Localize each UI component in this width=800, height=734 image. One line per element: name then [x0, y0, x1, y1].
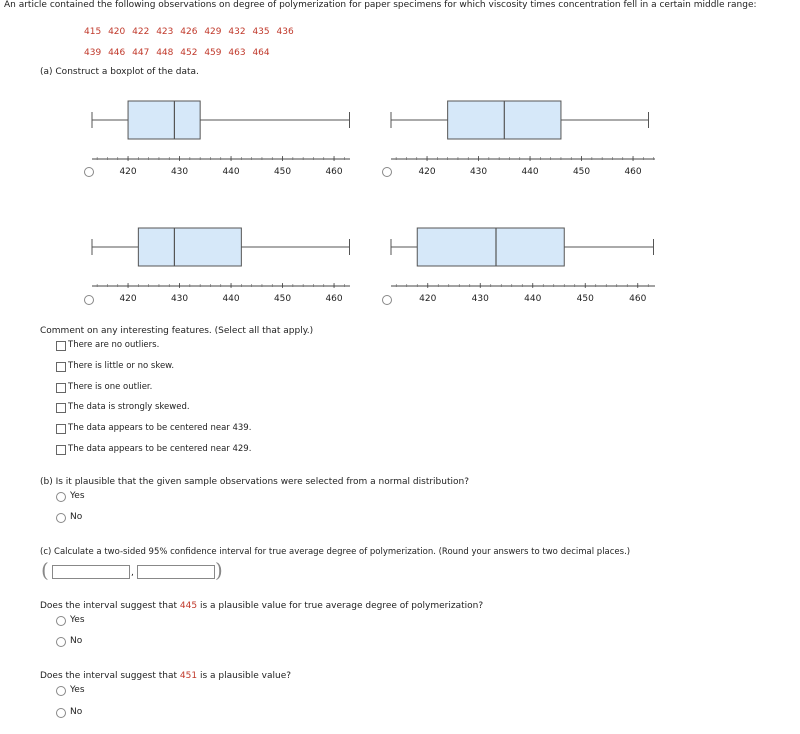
axis-tick-label: 430: [469, 167, 488, 177]
axis-tick-label: 440: [524, 294, 542, 304]
data-value: 420: [108, 27, 126, 37]
q451-post: is a plausible value?: [199, 671, 292, 681]
data-value: 432: [228, 27, 246, 37]
axis-tick-label: 430: [170, 167, 189, 177]
axis-tick-label: 460: [624, 167, 642, 177]
data-value: 435: [252, 27, 270, 37]
data-value: 463: [228, 48, 246, 58]
axis-tick-label: 420: [418, 167, 436, 177]
checkbox-centered-439[interactable]: [56, 424, 66, 434]
boxplot-option-3-radio[interactable]: [84, 295, 94, 305]
q445-no-label: No: [70, 636, 83, 646]
q451-yes-radio[interactable]: [56, 686, 66, 696]
checkbox-strongly-skewed[interactable]: [56, 403, 66, 413]
data-value: 439: [84, 48, 102, 58]
option-label: There is one outlier.: [68, 382, 153, 392]
checkbox-centered-429[interactable]: [56, 445, 66, 455]
axis-tick-label: 450: [572, 167, 591, 177]
axis-tick-label: 450: [576, 294, 594, 304]
q445-no-radio[interactable]: [56, 637, 66, 647]
comment-prompt: Comment on any interesting features. (Select all that apply.): [40, 326, 314, 336]
data-value: 429: [204, 27, 222, 37]
axis-tick-label: 460: [325, 294, 343, 304]
iqr-box: [128, 101, 200, 139]
checkbox-one-outlier[interactable]: [56, 383, 66, 393]
part-b-yes-radio[interactable]: [56, 492, 66, 502]
axis-tick-label: 420: [419, 294, 437, 304]
axis-tick-label: 420: [119, 294, 137, 304]
interval-comma: ,: [131, 568, 134, 578]
iqr-box: [417, 228, 564, 266]
iqr-box: [138, 228, 241, 266]
checkbox-little-skew[interactable]: [56, 362, 66, 372]
axis-tick-label: 450: [273, 167, 292, 177]
data-value: 446: [108, 48, 126, 58]
option-label: The data is strongly skewed.: [68, 402, 190, 412]
part-b-no-label: No: [70, 512, 83, 522]
part-b-no-radio[interactable]: [56, 513, 66, 523]
axis-tick-label: 460: [629, 294, 647, 304]
interval-open-paren: (: [41, 558, 49, 582]
checkbox-no-outliers[interactable]: [56, 341, 66, 351]
data-value: 448: [156, 48, 174, 58]
q451-question: [40, 671, 291, 681]
axis-tick-label: 460: [325, 167, 343, 177]
option-label: The data appears to be centered near 429.: [68, 444, 252, 454]
data-value: 464: [252, 48, 270, 58]
boxplot-option-2-radio[interactable]: [382, 167, 392, 177]
q445-yes-label: Yes: [70, 615, 85, 625]
interval-close-paren: ): [215, 558, 223, 582]
ci-upper-input[interactable]: [137, 565, 215, 579]
axis-tick-label: 450: [273, 294, 292, 304]
axis-tick-label: 420: [119, 167, 137, 177]
data-value: 436: [276, 27, 294, 37]
axis-tick-label: 430: [471, 294, 489, 304]
q451-pre: Does the interval suggest that: [40, 671, 178, 681]
part-c-question: (c) Calculate a two-sided 95% confidence interval for true average degree of polymerization. (Round your answers to two decimal places.): [40, 547, 631, 557]
boxplot-option-1-radio[interactable]: [84, 167, 94, 177]
boxplot-figures: [0, 0, 800, 320]
option-label: There are no outliers.: [68, 340, 160, 350]
data-value: 426: [180, 27, 198, 37]
q445-value: 445: [179, 601, 198, 611]
data-value: 459: [204, 48, 222, 58]
option-label: There is little or no skew.: [68, 361, 175, 371]
part-a-label: (a) Construct a boxplot of the data.: [40, 67, 199, 77]
option-label: The data appears to be centered near 439.: [68, 423, 252, 433]
q445-pre: Does the interval suggest that: [40, 601, 178, 611]
q451-no-radio[interactable]: [56, 708, 66, 718]
data-value: 415: [84, 27, 102, 37]
data-value: 452: [180, 48, 198, 58]
data-value: 423: [156, 27, 174, 37]
axis-tick-label: 430: [170, 294, 189, 304]
axis-tick-label: 440: [222, 167, 240, 177]
ci-lower-input[interactable]: [52, 565, 130, 579]
q445-post: is a plausible value for true average degree of polymerization?: [199, 601, 484, 611]
boxplot-option-4-radio[interactable]: [382, 295, 392, 305]
q451-no-label: No: [70, 707, 83, 717]
intro-text: An article contained the following observations on degree of polymerization for paper specimens for which viscosity times concentration fell in a certain middle range:: [4, 0, 757, 10]
part-b-question: (b) Is it plausible that the given sample observations were selected from a normal distribution?: [40, 477, 469, 487]
part-b-yes-label: Yes: [70, 491, 85, 501]
q445-yes-radio[interactable]: [56, 616, 66, 626]
q451-value: 451: [179, 671, 198, 681]
data-value: 422: [132, 27, 150, 37]
axis-tick-label: 440: [521, 167, 539, 177]
q451-yes-label: Yes: [70, 685, 85, 695]
q445-question: [40, 601, 483, 611]
axis-tick-label: 440: [222, 294, 240, 304]
data-value: 447: [132, 48, 150, 58]
